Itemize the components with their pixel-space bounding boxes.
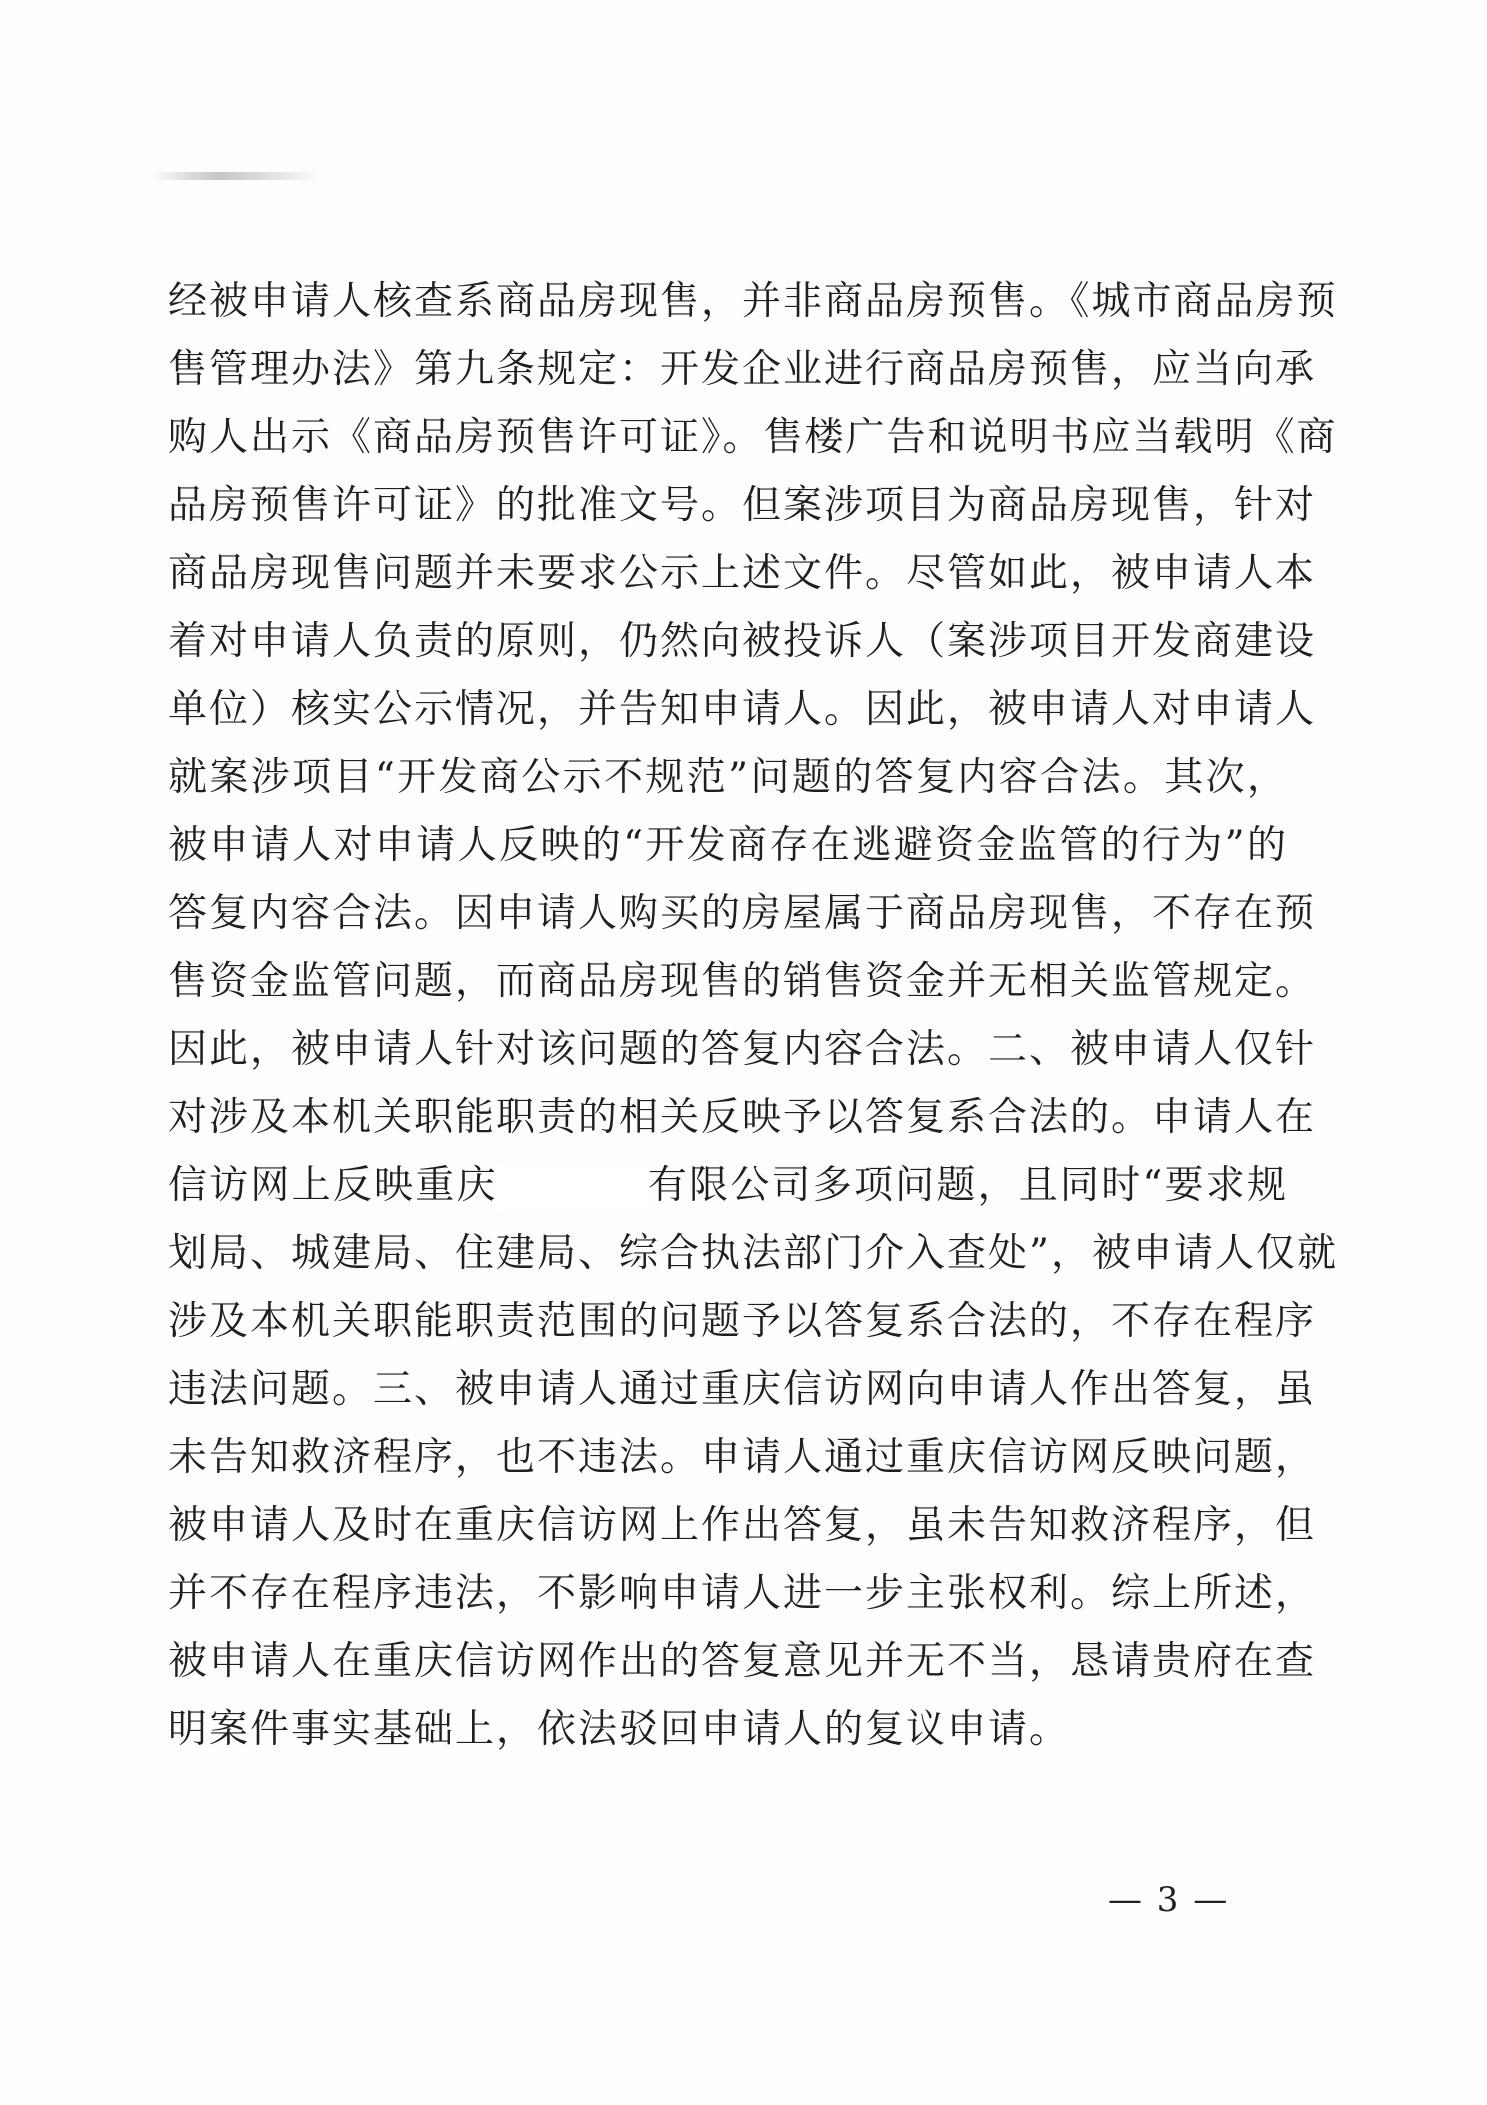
text-line: 着对申请人负责的原则，仍然向被投诉人（案涉项目开发商建设 (168, 619, 1317, 664)
text-line: 被申请人及时在重庆信访网上作出答复，虽未告知救济程序，但 (168, 1503, 1317, 1548)
redacted-line-after: 有限公司多项问题，且同时“要求规 (647, 1163, 1288, 1208)
page-number: — 3 — (1108, 1880, 1230, 1920)
text-line: 涉及本机关职能职责范围的问题予以答复系合法的，不存在程序 (168, 1299, 1317, 1344)
scan-artifact (150, 172, 320, 180)
text-line: 被申请人对申请人反映的“开发商存在逃避资金监管的行为”的 (168, 823, 1288, 868)
text-line: 未告知救济程序，也不违法。申请人通过重庆信访网反映问题， (168, 1435, 1317, 1480)
redaction-block (498, 1166, 648, 1210)
text-line: 划局、城建局、住建局、综合执法部门介入查处”，被申请人仅就 (168, 1231, 1338, 1276)
text-line: 就案涉项目“开发商公示不规范”问题的答复内容合法。其次， (168, 755, 1288, 800)
text-line: 因此，被申请人针对该问题的答复内容合法。二、被申请人仅针 (168, 1027, 1317, 1072)
body-text (168, 268, 1338, 1764)
text-line: 售管理办法》第九条规定：开发企业进行商品房预售，应当向承 (168, 347, 1317, 392)
text-line: 商品房现售问题并未要求公示上述文件。尽管如此，被申请人本 (168, 551, 1317, 596)
text-line: 并不存在程序违法，不影响申请人进一步主张权利。综上所述， (168, 1571, 1317, 1616)
text-line: 单位）核实公示情况，并告知申请人。因此，被申请人对申请人 (168, 687, 1317, 732)
text-line: 违法问题。三、被申请人通过重庆信访网向申请人作出答复，虽 (168, 1367, 1317, 1412)
text-line: 品房预售许可证》的批准文号。但案涉项目为商品房现售，针对 (168, 483, 1317, 528)
redacted-line-before: 信访网上反映重庆 (168, 1163, 498, 1208)
text-line: 对涉及本机关职能职责的相关反映予以答复系合法的。申请人在 (168, 1095, 1317, 1140)
text-line: 经被申请人核查系商品房现售，并非商品房预售。《城市商品房预 (168, 279, 1338, 324)
text-line-last: 明案件事实基础上，依法驳回申请人的复议申请。 (168, 1707, 1071, 1752)
text-line: 购人出示《商品房预售许可证》。售楼广告和说明书应当载明《商 (168, 415, 1338, 460)
text-line: 售资金监管问题，而商品房现售的销售资金并无相关监管规定。 (168, 959, 1317, 1004)
text-line-redacted (168, 1152, 1288, 1220)
text-line: 答复内容合法。因申请人购买的房屋属于商品房现售，不存在预 (168, 891, 1317, 936)
text-line: 被申请人在重庆信访网作出的答复意见并无不当，恳请贵府在查 (168, 1639, 1317, 1684)
